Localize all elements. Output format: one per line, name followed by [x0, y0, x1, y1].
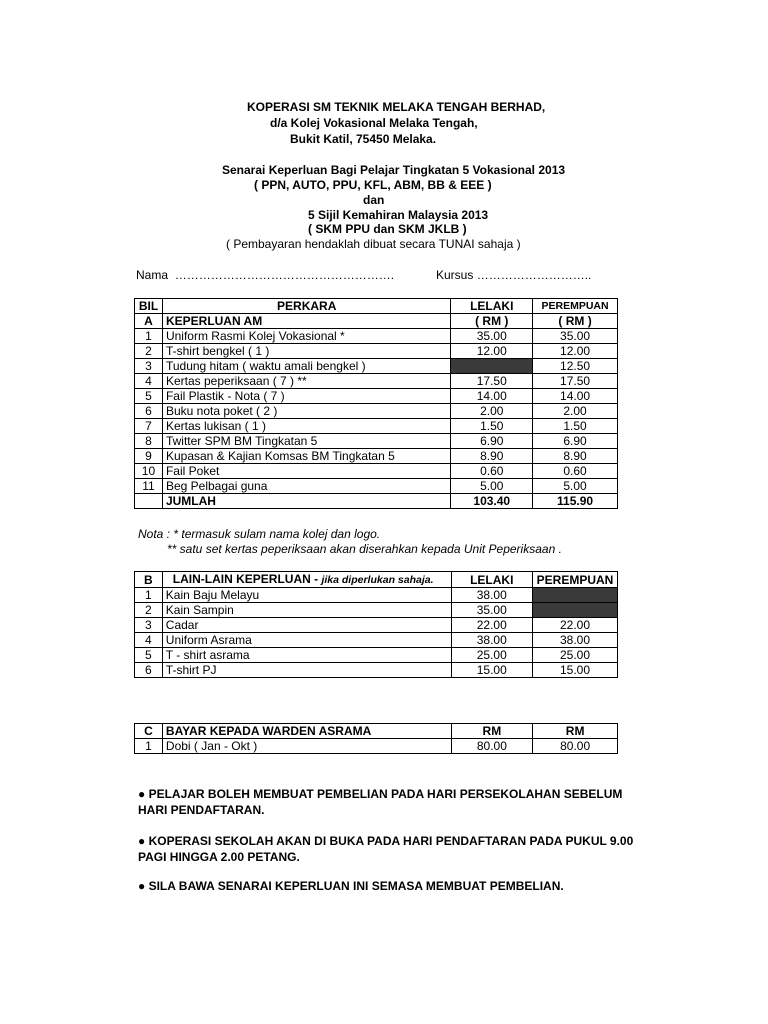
- row-lelaki: 38.00: [451, 588, 532, 603]
- row-lelaki: 0.60: [451, 464, 533, 479]
- table-row: [135, 464, 618, 479]
- row-lelaki: 6.90: [451, 434, 533, 449]
- row-perkara: Kain Sampin: [162, 603, 451, 618]
- row-bil: 6: [135, 404, 163, 419]
- nama-field: [136, 268, 394, 283]
- table-row: [135, 434, 618, 449]
- row-lelaki: 5.00: [451, 479, 533, 494]
- row-perempuan: 5.00: [533, 479, 618, 494]
- bullet-3-line-1: ● SILA BAWA SENARAI KEPERLUAN INI SEMASA MEMBUAT PEMBELIAN.: [138, 879, 564, 893]
- row-bil: 3: [135, 359, 163, 374]
- table-c-title: BAYAR KEPADA WARDEN ASRAMA: [162, 724, 451, 739]
- row-perempuan-shaded: [532, 588, 617, 603]
- table-row: [135, 404, 618, 419]
- col-bil: BIL: [135, 299, 163, 314]
- table-row: [135, 648, 618, 663]
- table-row: [135, 603, 618, 618]
- table-row: [135, 449, 618, 464]
- table-c-col-perempuan: RM: [533, 724, 618, 739]
- table-c-col-lelaki: RM: [451, 724, 533, 739]
- row-bil: 7: [135, 419, 163, 434]
- row-perempuan: 15.00: [532, 663, 617, 678]
- total-perempuan: 115.90: [533, 494, 618, 509]
- row-perempuan: 80.00: [533, 739, 618, 754]
- row-perkara: Fail Poket: [162, 464, 450, 479]
- row-bil: 4: [135, 374, 163, 389]
- row-perempuan: 2.00: [533, 404, 618, 419]
- kursus-field: [436, 268, 591, 283]
- bullet-1-line-2: HARI PENDAFTARAN.: [138, 803, 265, 817]
- unit-lelaki: ( RM ): [451, 314, 533, 329]
- row-bil: 6: [135, 663, 163, 678]
- payment-note: ( Pembayaran hendaklah dibuat secara TUNAI sahaja ): [226, 237, 521, 251]
- bullet-2-line-1: ● KOPERASI SEKOLAH AKAN DI BUKA PADA HARI PENDAFTARAN PADA PUKUL 9.00: [138, 834, 634, 848]
- row-perempuan: 12.00: [533, 344, 618, 359]
- row-perkara: Buku nota poket ( 2 ): [162, 404, 450, 419]
- row-bil: 5: [135, 389, 163, 404]
- nama-label: Nama: [136, 268, 169, 282]
- table-b: [134, 571, 618, 678]
- row-lelaki: 35.00: [451, 603, 532, 618]
- header-line-3: Bukit Katil, 75450 Melaka.: [290, 132, 437, 146]
- row-perkara: T-shirt PJ: [162, 663, 451, 678]
- row-perkara: T-shirt bengkel ( 1 ): [162, 344, 450, 359]
- table-row: [135, 359, 618, 374]
- row-perkara: Uniform Asrama: [162, 633, 451, 648]
- col-lelaki: LELAKI: [451, 299, 533, 314]
- row-perempuan: 8.90: [533, 449, 618, 464]
- row-perkara: Beg Pelbagai guna: [162, 479, 450, 494]
- total-row: [135, 494, 618, 509]
- section-title: KEPERLUAN AM: [162, 314, 450, 329]
- header-line-2: d/a Kolej Vokasional Melaka Tengah,: [270, 116, 478, 130]
- table-b-title: [162, 572, 451, 588]
- col-perempuan: PEREMPUAN: [533, 299, 618, 314]
- total-empty-cell: [135, 494, 163, 509]
- row-bil: 4: [135, 633, 163, 648]
- note-line-2: ** satu set kertas peperiksaan akan diserahkan kepada Unit Peperiksaan .: [167, 542, 562, 556]
- section-code: A: [135, 314, 163, 329]
- row-bil: 1: [135, 588, 163, 603]
- row-perempuan: 0.60: [533, 464, 618, 479]
- row-lelaki: 17.50: [451, 374, 533, 389]
- table-b-col-lelaki: LELAKI: [451, 572, 532, 588]
- table-row: [135, 663, 618, 678]
- row-perempuan: 14.00: [533, 389, 618, 404]
- row-perempuan: 22.00: [532, 618, 617, 633]
- row-lelaki: 80.00: [451, 739, 533, 754]
- kursus-label: Kursus: [436, 268, 474, 282]
- row-bil: 3: [135, 618, 163, 633]
- row-lelaki: 14.00: [451, 389, 533, 404]
- note-line-1: Nota : * termasuk sulam nama kolej dan logo.: [138, 527, 381, 541]
- header-line-1: KOPERASI SM TEKNIK MELAKA TENGAH BERHAD,: [247, 100, 546, 114]
- table-row: [135, 374, 618, 389]
- table-row: [135, 633, 618, 648]
- row-lelaki: 38.00: [451, 633, 532, 648]
- row-perkara: Tudung hitam ( waktu amali bengkel ): [162, 359, 450, 374]
- table-b-title-text: LAIN-LAIN KEPERLUAN -: [172, 572, 322, 586]
- total-label: JUMLAH: [162, 494, 450, 509]
- row-perkara: Kertas lukisan ( 1 ): [162, 419, 450, 434]
- row-lelaki: 22.00: [451, 618, 532, 633]
- row-perkara: Cadar: [162, 618, 451, 633]
- row-bil: 10: [135, 464, 163, 479]
- table-row: [135, 588, 618, 603]
- row-lelaki: 1.50: [451, 419, 533, 434]
- row-perkara: T - shirt asrama: [162, 648, 451, 663]
- table-b-title-note: jika diperlukan sahaja.: [321, 574, 434, 586]
- table-c-code: C: [135, 724, 163, 739]
- row-perkara: Kupasan & Kajian Komsas BM Tingkatan 5: [162, 449, 450, 464]
- row-perkara: Twitter SPM BM Tingkatan 5: [162, 434, 450, 449]
- title-line-4: 5 Sijil Kemahiran Malaysia 2013: [308, 208, 489, 222]
- row-perempuan-shaded: [532, 603, 617, 618]
- total-lelaki: 103.40: [451, 494, 533, 509]
- row-perempuan: 38.00: [532, 633, 617, 648]
- row-bil: 1: [135, 329, 163, 344]
- row-perempuan: 35.00: [533, 329, 618, 344]
- title-line-5: ( SKM PPU dan SKM JKLB ): [308, 222, 467, 236]
- row-perempuan: 12.50: [533, 359, 618, 374]
- row-perempuan: 1.50: [533, 419, 618, 434]
- row-lelaki: 12.00: [451, 344, 533, 359]
- row-lelaki: 2.00: [451, 404, 533, 419]
- unit-perempuan: ( RM ): [533, 314, 618, 329]
- table-row: [135, 329, 618, 344]
- title-line-2: ( PPN, AUTO, PPU, KFL, ABM, BB & EEE ): [254, 178, 492, 192]
- row-bil: 2: [135, 344, 163, 359]
- table-b-code: B: [135, 572, 163, 588]
- row-perkara: Kain Baju Melayu: [162, 588, 451, 603]
- bullet-2-line-2: PAGI HINGGA 2.00 PETANG.: [138, 850, 300, 864]
- col-perkara: PERKARA: [162, 299, 450, 314]
- row-perkara: Uniform Rasmi Kolej Vokasional *: [162, 329, 450, 344]
- title-line-1: Senarai Keperluan Bagi Pelajar Tingkatan 5 Vokasional 2013: [222, 163, 566, 177]
- row-bil: 2: [135, 603, 163, 618]
- row-lelaki: 25.00: [451, 648, 532, 663]
- table-row: [135, 389, 618, 404]
- table-row: [135, 618, 618, 633]
- row-lelaki: 35.00: [451, 329, 533, 344]
- table-row: [135, 344, 618, 359]
- row-bil: 9: [135, 449, 163, 464]
- row-bil: 11: [135, 479, 163, 494]
- table-row: [135, 419, 618, 434]
- row-perempuan: 25.00: [532, 648, 617, 663]
- row-perkara: Kertas peperiksaan ( 7 ) **: [162, 374, 450, 389]
- row-lelaki: 8.90: [451, 449, 533, 464]
- row-perempuan: 6.90: [533, 434, 618, 449]
- kursus-dots: ………………………..: [476, 268, 592, 282]
- title-line-3: dan: [363, 193, 385, 207]
- row-perempuan: 17.50: [533, 374, 618, 389]
- row-perkara: Fail Plastik - Nota ( 7 ): [162, 389, 450, 404]
- bullet-1-line-1: ● PELAJAR BOLEH MEMBUAT PEMBELIAN PADA HARI PERSEKOLAHAN SEBELUM: [138, 787, 623, 801]
- row-bil: 5: [135, 648, 163, 663]
- nama-dots: ……………………………………………….: [174, 268, 395, 282]
- table-c: [134, 723, 618, 754]
- table-b-col-perempuan: PEREMPUAN: [532, 572, 617, 588]
- row-perkara: Dobi ( Jan - Okt ): [162, 739, 451, 754]
- table-row: [135, 479, 618, 494]
- table-row: [135, 739, 618, 754]
- row-lelaki: 15.00: [451, 663, 532, 678]
- row-bil: 8: [135, 434, 163, 449]
- row-bil: 1: [135, 739, 163, 754]
- row-lelaki-shaded: [451, 359, 533, 374]
- table-a: [134, 298, 618, 509]
